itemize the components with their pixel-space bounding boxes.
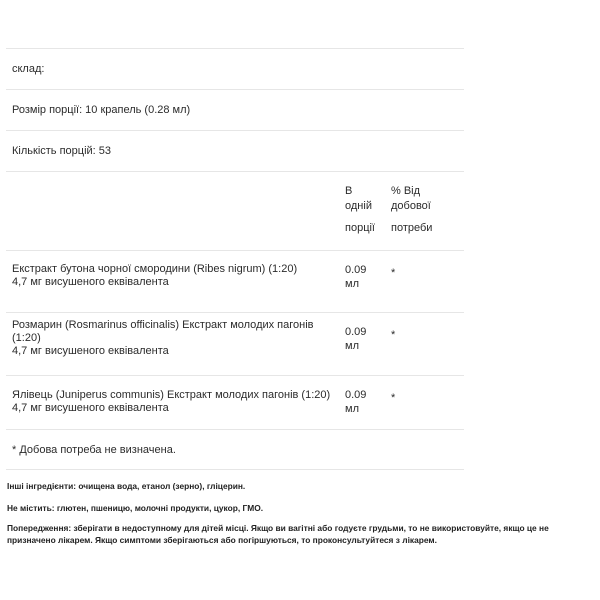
footnote-row — [6, 429, 464, 469]
ingredient-row — [6, 375, 464, 429]
other-ingredients: Інші інгредієнти: очищена вода, етанол (зерно), гліцерин. — [7, 481, 246, 491]
ingredient-daily-value: * — [391, 267, 396, 279]
ingredient-name: Екстракт бутона чорної смородини (Ribes nigrum) (1:20) 4,7 мг висушеного еквівалента — [12, 263, 298, 288]
ingredient-amount: 0.09 мл — [345, 389, 367, 415]
ingredient-amount: 0.09 мл — [345, 326, 367, 352]
composition-label: склад: — [12, 63, 45, 75]
amount-header-line3: порції — [345, 222, 375, 234]
amount-header: В одній — [345, 185, 372, 212]
servings-count: Кількість порцій: 53 — [12, 145, 112, 157]
footnote: * Добова потреба не визначена. — [12, 444, 176, 456]
ingredient-name: Ялівець (Juniperus communis) Екстракт молодих пагонів (1:20) 4,7 мг висушеного еквівалента — [12, 389, 331, 414]
ingredient-amount: 0.09 мл — [345, 264, 367, 290]
daily-value-header-line3: потреби — [391, 222, 433, 234]
ingredient-daily-value: * — [391, 392, 396, 404]
servings-count-row — [6, 130, 464, 171]
warning: Попередження: зберігати в недоступному для дітей місці. Якщо ви вагітні або годуєте грудьми, то не використовуйте, якщо це не призначено лікарем. Якщо симптоми зберігаються або погіршуються, то проконсультуйтеся з лікарем. — [7, 523, 549, 545]
ingredient-name: Розмарин (Rosmarinus officinalis) Екстракт молодих пагонів (1:20) 4,7 мг висушеного еквівалента — [12, 319, 314, 357]
ingredient-row — [6, 250, 464, 312]
table-header-row — [6, 171, 464, 250]
serving-size-row — [6, 89, 464, 130]
supplement-facts-panel — [6, 48, 464, 470]
ingredient-daily-value: * — [391, 329, 396, 341]
does-not-contain: Не містить: глютен, пшеницю, молочні продукти, цукор, ГМО. — [7, 503, 264, 513]
composition-row — [6, 48, 464, 89]
serving-size: Розмір порції: 10 крапель (0.28 мл) — [12, 104, 191, 116]
daily-value-header: % Від добової — [391, 185, 431, 212]
ingredient-row — [6, 312, 464, 375]
